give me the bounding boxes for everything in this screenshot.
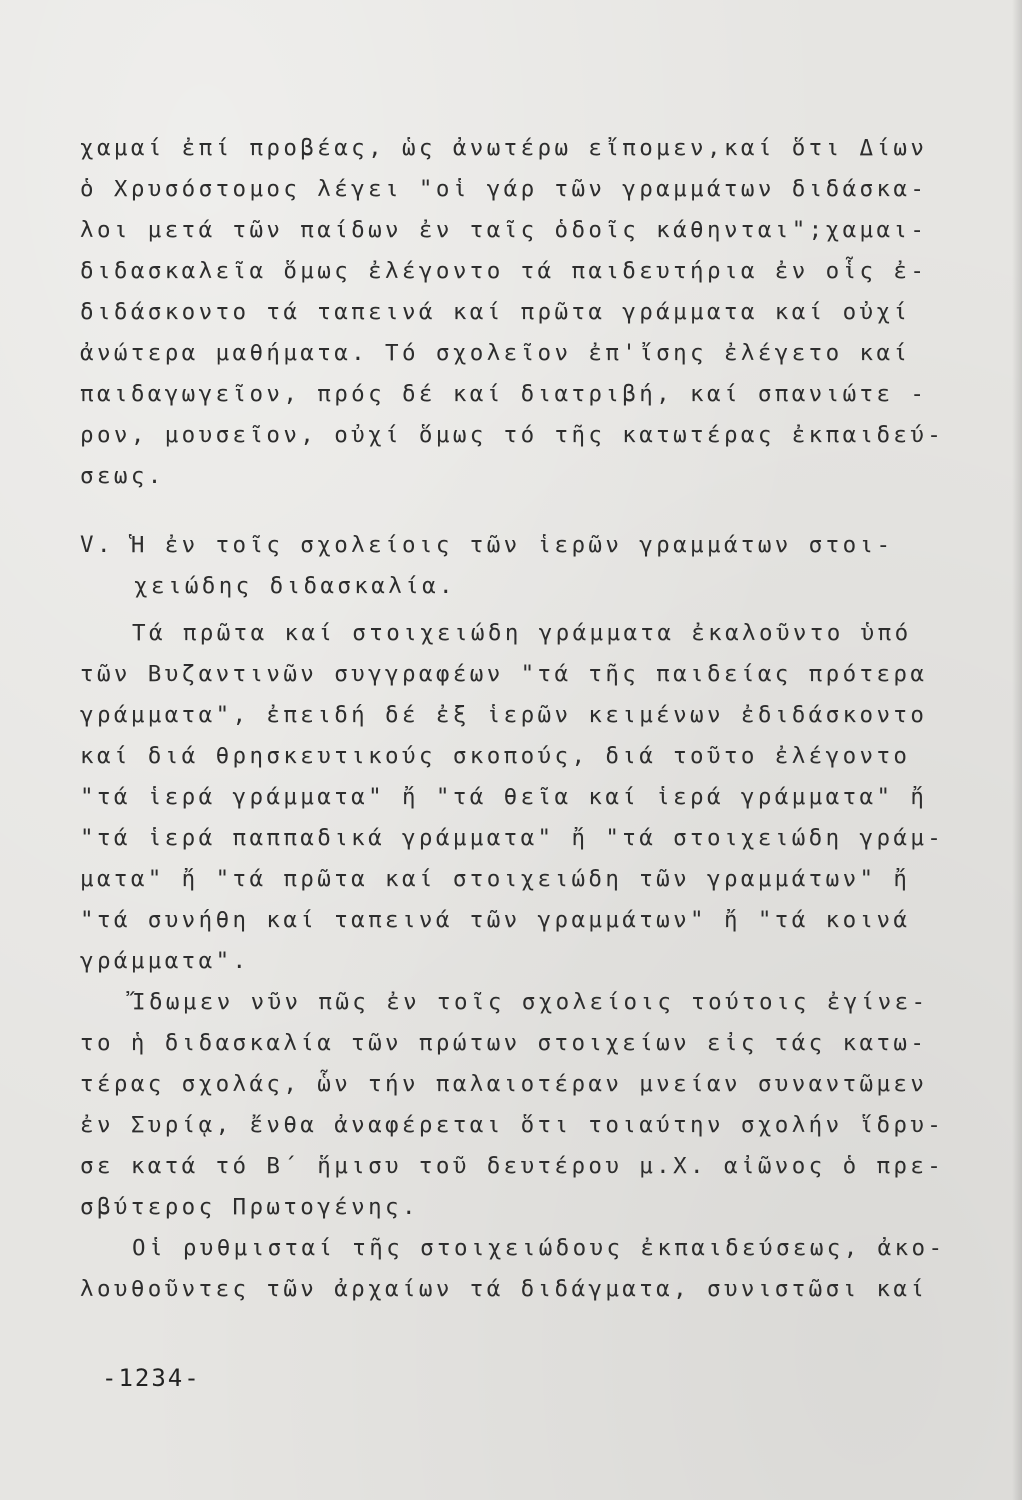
text-line: "τά ἱερά παππαδικά γράμματα" ἤ "τά στοιχειώδη γράμ- xyxy=(80,825,945,851)
text-line: ματα" ἤ "τά πρῶτα καί στοιχειώδη τῶν γραμμάτων" ἤ xyxy=(80,866,911,892)
text-line: "τά συνήθη καί ταπεινά τῶν γραμμάτων" ἤ "τά κοινά xyxy=(80,907,911,933)
heading-line: χειώδης διδασκαλία. xyxy=(134,573,456,599)
text-line: διδασκαλεῖα ὅμως ἐλέγοντο τά παιδευτήρια ἐν οἷς ἐ- xyxy=(80,258,928,284)
text-line: "τά ἱερά γράμματα" ἤ "τά θεῖα καί ἱερά γράμματα" ἤ xyxy=(80,784,928,810)
page-edge-shadow xyxy=(1012,0,1022,1500)
paragraph-1 xyxy=(80,128,945,497)
text-line: Ἴδωμεν νῦν πῶς ἐν τοῖς σχολείοις τούτοις ἐγίνε- xyxy=(132,989,929,1015)
text-line: λοι μετά τῶν παίδων ἐν ταῖς ὁδοῖς κάθηνται";χαμαι- xyxy=(80,217,928,243)
text-line: Τά πρῶτα καί στοιχειώδη γράμματα ἐκαλοῦντο ὑπό xyxy=(132,620,912,646)
text-line: σεως. xyxy=(80,463,165,489)
heading-line: V. Ἡ ἐν τοῖς σχολείοις τῶν ἱερῶν γραμμάτων στοι- xyxy=(80,532,894,558)
text-line: το ἡ διδασκαλία τῶν πρώτων στοιχείων εἰς τάς κατω- xyxy=(80,1030,928,1056)
paragraph-4 xyxy=(80,1228,946,1310)
page-number: -1234- xyxy=(102,1364,201,1392)
text-line: παιδαγωγεῖον, πρός δέ καί διατριβή, καί σπανιώτε - xyxy=(80,381,928,407)
text-line: λουθοῦντες τῶν ἀρχαίων τά διδάγματα, συνιστῶσι καί xyxy=(80,1276,928,1302)
text-line: γράμματα". xyxy=(80,948,250,974)
text-line: σβύτερος Πρωτογένης. xyxy=(80,1194,419,1220)
text-line: ἀνώτερα μαθήματα. Τό σχολεῖον ἐπ'ἴσης ἐλέγετο καί xyxy=(80,340,911,366)
text-line: διδάσκοντο τά ταπεινά καί πρῶτα γράμματα καί οὐχί xyxy=(80,299,911,325)
text-line: τῶν Βυζαντινῶν συγγραφέων "τά τῆς παιδείας πρότερα xyxy=(80,661,928,687)
text-line: ρον, μουσεῖον, οὐχί ὅμως τό τῆς κατωτέρας ἐκπαιδεύ- xyxy=(80,422,945,448)
body-text xyxy=(80,128,946,1310)
paragraph-2 xyxy=(80,613,945,982)
text-line: ἐν Συρίᾳ, ἔνθα ἀναφέρεται ὅτι τοιαύτην σχολήν ἵδρυ- xyxy=(80,1112,945,1138)
text-line: γράμματα", ἐπειδή δέ ἐξ ἱερῶν κειμένων ἐδιδάσκοντο xyxy=(80,702,928,728)
paragraph-3 xyxy=(80,982,945,1228)
text-line: ὁ Χρυσόστομος λέγει "οἱ γάρ τῶν γραμμάτων διδάσκα- xyxy=(80,176,928,202)
text-line: καί διά θρησκευτικούς σκοπούς, διά τοῦτο ἐλέγοντο xyxy=(80,743,911,769)
section-heading xyxy=(80,525,940,607)
text-line: χαμαί ἐπί προβέας, ὡς ἀνωτέρω εἴπομεν,καί ὅτι Δίων xyxy=(80,135,928,161)
text-line: Οἱ ρυθμισταί τῆς στοιχειώδους ἐκπαιδεύσεως, ἀκο- xyxy=(132,1235,946,1261)
text-line: τέρας σχολάς, ὧν τήν παλαιοτέραν μνείαν συναντῶμεν xyxy=(80,1071,928,1097)
text-line: σε κατά τό Β΄ ἥμισυ τοῦ δευτέρου μ.Χ. αἰῶνος ὁ πρε- xyxy=(80,1153,945,1179)
